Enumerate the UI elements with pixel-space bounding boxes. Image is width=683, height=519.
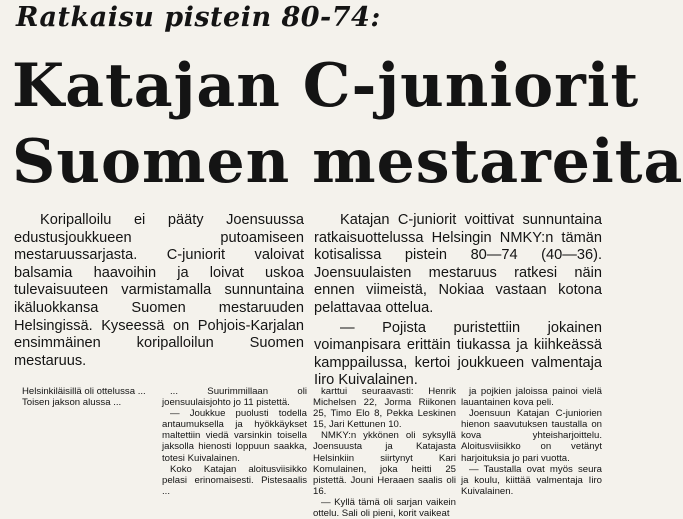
body-paragraph: Koko Katajan aloitusviisikko pelasi erinomaisesti. Pistesaalis ...	[162, 463, 307, 497]
body-paragraph: Joensuun Katajan C-juniorien hienon saavutuksen taustalla on kova yhteisharjoittelu. Aloitusviisikko on vetänyt harjoituksia jo pari vuotta.	[461, 408, 602, 464]
lead-paragraph: Katajan C-juniorit voittivat sunnuntaina ratkaisuottelussa Helsingin NMKY:n tämän kotisalissa pistein 80—74 (40—36). Joensuulaisten mestaruus ratkesi näin ennen viimeistä, Nokiaa vastaan kotona pelattavaa ottelua.	[314, 212, 602, 316]
body-paragraph: Helsinkiläisillä oli ottelussa ...	[22, 386, 146, 397]
headline-line-1: Katajan C-juniorit	[12, 51, 640, 121]
lead-paragraph: — Pojista puristettiin jokainen voimanpisara erittäin tiukassa ja kiihkeässä kamppailussa, kertoi joukkueen valmentaja Iiro Kuivalainen.	[314, 319, 602, 389]
body-paragraph: ... Suurimmillaan oli joensuulaisjohto jo 11 pistettä.	[162, 386, 307, 409]
body-paragraph: ja pojkien jaloissa painoi vielä lauantainen kova peli.	[461, 386, 602, 409]
body-paragraph: Toisen jakson alussa ...	[22, 397, 122, 409]
body-column-2	[162, 386, 307, 497]
headline-line-2: Suomen mestareita	[12, 127, 683, 197]
body-paragraph: — Taustalla ovat myös seura ja koulu, kiittää valmentaja Iiro Kuivalainen.	[461, 463, 602, 497]
body-column-3	[313, 386, 456, 519]
body-paragraph: NMKY:n ykkönen oli syksyllä Joensuusta ja Katajasta Helsinkiin siirtynyt Kari Komulainen, joka heitti 25 pistettä. Jouni Heraaen saalis oli 16.	[313, 430, 456, 497]
body-column-4	[461, 386, 602, 497]
body-paragraph: — Joukkue puolusti todella antaumuksella ja hyökkäykset maltettiin viedä varsinkin toisella jaksolla hienosti loppuun saakka, totesi Kuivalainen.	[162, 408, 307, 464]
kicker: Ratkaisu pistein 80-74:	[16, 2, 381, 33]
lead-column-right	[314, 212, 602, 390]
headline	[12, 48, 683, 200]
lead-column-left	[14, 212, 304, 370]
lead-paragraph: Koripalloilu ei pääty Joensuussa edustusjoukkueen putoamiseen mestaruussarjasta. C-juniorit valoivat balsamia haavoihin ja loivat uskoa tulevaisuuteen varmistamalla sunnuntaina ikäluokkansa Suomen mestaruuden Helsingissä. Kyseessä on Pohjois-Karjalan ensimmäinen koripalloilun Suomen mestaruus.	[14, 212, 304, 369]
body-column-1	[14, 386, 157, 408]
body-paragraph: karttui seuraavasti: Henrik Michelsen 22, Jorma Riikonen 25, Timo Elo 8, Pekka Leskinen 15, Jari Kettunen 10.	[313, 386, 456, 431]
body-paragraph: — Kyllä tämä oli sarjan vaikein ottelu. Sali oli pieni, korit vaikeat	[313, 496, 456, 519]
